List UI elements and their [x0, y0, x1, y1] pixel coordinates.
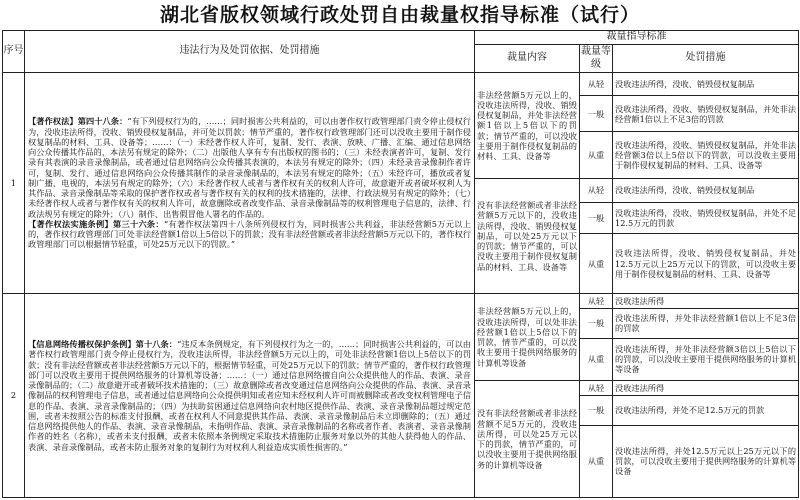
header-level: 裁量等级 — [580, 45, 613, 73]
discretion-level: 从轻 — [580, 381, 613, 396]
discretion-level: 一般 — [580, 308, 613, 338]
discretion-level: 从重 — [580, 234, 613, 294]
header-measure: 处罚措施 — [613, 45, 799, 73]
penalty-measure: 没收违法所得 — [613, 381, 799, 396]
penalty-measure: 没收违法所得，并处不足12.5万元的罚款 — [613, 395, 799, 425]
discretion-content: 没有非法经营额或者非法经营额不足5万元的，没收违法所得，可以处25万元以下的罚款，情节严重的，可以没收主要用于提供网络服务的计算机等设备 — [475, 381, 580, 498]
table-row — [3, 72, 799, 95]
page-title: 湖北省版权领域行政处罚自由裁量权指导标准（试行） — [159, 4, 640, 26]
discretion-level: 从轻 — [580, 179, 613, 202]
discretion-content: 没有非法经营额或者非法经营额5万元以下的，没收违法所得，没收、销毁侵权复制品，可以处25万元以下的罚款；情节严重的，可以没收主要用于制作侵权复制品的材料、工具、设备等 — [475, 179, 580, 294]
discretion-content: 非法经营额5万元以上的，没收违法所得，可以处非法经营额1倍以上5倍以下的罚款，情节严重的，可以没收主要用于提供网络服务的计算机等设备 — [475, 293, 580, 380]
discretion-level: 一般 — [580, 96, 613, 132]
discretion-level: 一般 — [580, 395, 613, 425]
penalty-measure: 没收违法所得，没收、销毁侵权复制品，并处非法经营额3倍以上5倍以下的罚款，可以没收主要用于制作侵权复制品的材料、工具、设备等 — [613, 132, 799, 179]
header-content: 裁量内容 — [475, 45, 580, 73]
penalty-measure: 没收违法所得，并处12.5万元以上25万元以下的罚款，可以没收主要用于提供网络服务的计算机等设备 — [613, 425, 799, 497]
table-row — [3, 293, 799, 308]
penalty-measure: 没收违法所得 — [613, 293, 799, 308]
penalty-measure: 没收违法所得，并处非法经营额3倍以上5倍以下的罚款，可以没收主要用于提供网络服务的计算机等设备 — [613, 338, 799, 381]
penalty-measure: 没收违法所得，没收、销毁侵权复制品，并处12.5万元以上25万元以下的罚款，可以没收主要用于制作侵权复制品的材料、工具、设备等 — [613, 234, 799, 294]
header-basis: 违法行为及处罚依据、处罚措施 — [25, 31, 475, 73]
penalty-measure: 没收违法所得，没收、销毁侵权复制品，并处非法经营额1倍以上不足3倍的罚款 — [613, 96, 799, 132]
penalty-measure: 没收违法所得，并处非法经营额1倍以上不足3倍的罚款 — [613, 308, 799, 338]
basis-regulation-title: 【信息网络传播权保护条例】第十八条： — [28, 339, 178, 350]
row-seq: 1 — [3, 72, 25, 293]
row-seq: 2 — [3, 293, 25, 497]
discretion-content: 非法经营额5万元以上的，没收违法所得，没收、销毁侵权复制品，并处非法经营额1倍以上5倍以下的罚款；情节严重的，可以没收主要用于制作侵权复制品的材料、工具、设备等 — [475, 72, 580, 178]
basis-regulation-text: “有著作权法第四十八条所列侵权行为，同时损害公共利益，非法经营额5万元以上的，著作权行政管理部门可处非法经营额1倍以上5倍以下的罚款；没有非法经营额或者非法经营额5万元以下的，著作权行政管理部门可以根据情节轻重，可处25万元以下的罚款。” — [28, 218, 471, 250]
row-basis — [25, 72, 475, 293]
basis-regulation-text: “违反本条例规定，有下列侵权行为之一的，……；同时损害公共利益的，可以由著作权行政管理部门责令停止侵权行为，没收违法所得，非法经营额5万元以上的，可处非法经营额1倍以上5倍以下的罚款；没有非法经营额或者非法经营额5万元以下的，根据情节轻重，可处25万元以下的罚款；情节严重的，著作权行政管理部门可以没收主要用于提供网络服务的计算机等设备；……：（一）通过信息网络擅自向公众提供他人的作品、表演、录音录像制品的；（二）故意避开或者破坏技术措施的；（三）故意删除或者改变通过信息网络向公众提供的作品、表演、录音录像制品的权利管理电子信息，或者通过信息网络向公众提供明知或者应知未经权利人许可而被删除或者改变权利管理电子信息的作品、表演、录音录像制品的；（四）为扶助贫困通过信息网络向农村地区提供作品、表演、录音录像制品超过规定范围，或者未按照公告的标准支付报酬，或者在权利人不同意提供其作品、表演、录音录像制品后未立即删除的；（五）通过信息网络提供他人的作品、表演、录音录像制品，未指明作品、表演、录音录像制品的名称或者作者、表演者、录音录像制作者的姓名（名称），或者未支付报酬，或者未依照本条例规定采取技术措施防止服务对象以外的其他人获得他人的作品、表演、录音录像制品，或者未防止服务对象的复制行为对权利人利益造成实质性损害的。” — [28, 339, 471, 452]
standards-table — [2, 30, 799, 498]
penalty-measure: 没收违法所得，没收、销毁侵权复制品 — [613, 72, 799, 95]
header-seq: 序号 — [3, 31, 25, 73]
discretion-level: 从重 — [580, 425, 613, 497]
discretion-level: 从重 — [580, 132, 613, 179]
penalty-measure: 没收违法所得，没收、销毁侵权复制品，并处不足12.5万元的罚款 — [613, 202, 799, 234]
header-guide: 裁量指导标准 — [475, 31, 799, 45]
penalty-measure: 没收违法所得，没收、销毁侵权复制品 — [613, 179, 799, 202]
row-basis — [25, 293, 475, 497]
discretion-level: 从轻 — [580, 72, 613, 95]
discretion-level: 从重 — [580, 338, 613, 381]
basis-regulation-title: 【著作权法实施条例】第三十六条： — [28, 218, 164, 229]
discretion-level: 从轻 — [580, 293, 613, 308]
header-row-1 — [3, 31, 799, 45]
basis-law-title: 【著作权法】第四十八条： — [28, 116, 128, 127]
basis-law-text: “有下列侵权行为的，……；同时损害公共利益的，可以由著作权行政管理部门责令停止侵权行为，没收违法所得，没收、销毁侵权复制品，并可处以罚款；情节严重的，著作权行政管理部门还可以没收主要用于制作侵权复制品的材料、工具、设备等；……：（一）未经著作权人许可，复制、发行、表演、放映、广播、汇编、通过信息网络向公众传播其作品的，本法另有规定的除外；（二）出版他人享有专有出版权的图书的；（三）未经表演者许可，复制、发行录有其表演的录音录像制品，或者通过信息网络向公众传播其表演的，本法另有规定的除外；（四）未经录音录像制作者许可，复制、发行、通过信息网络向公众传播其制作的录音录像制品的，本法另有规定的除外；（五）未经许可，播放或者复制广播、电视的，本法另有规定的除外；（六）未经著作权人或者与著作权有关的权利人许可，故意避开或者破坏权利人为其作品、录音录像制品等采取的保护著作权或者与著作权有关的权利的技术措施的，法律、行政法规另有规定的除外；（七）未经著作权人或者与著作权有关的权利人许可，故意删除或者改变作品、录音录像制品等的权利管理电子信息的，法律、行政法规另有规定的除外；（八）制作、出售假冒他人署名的作品的。 — [28, 116, 471, 219]
discretion-level: 一般 — [580, 202, 613, 234]
